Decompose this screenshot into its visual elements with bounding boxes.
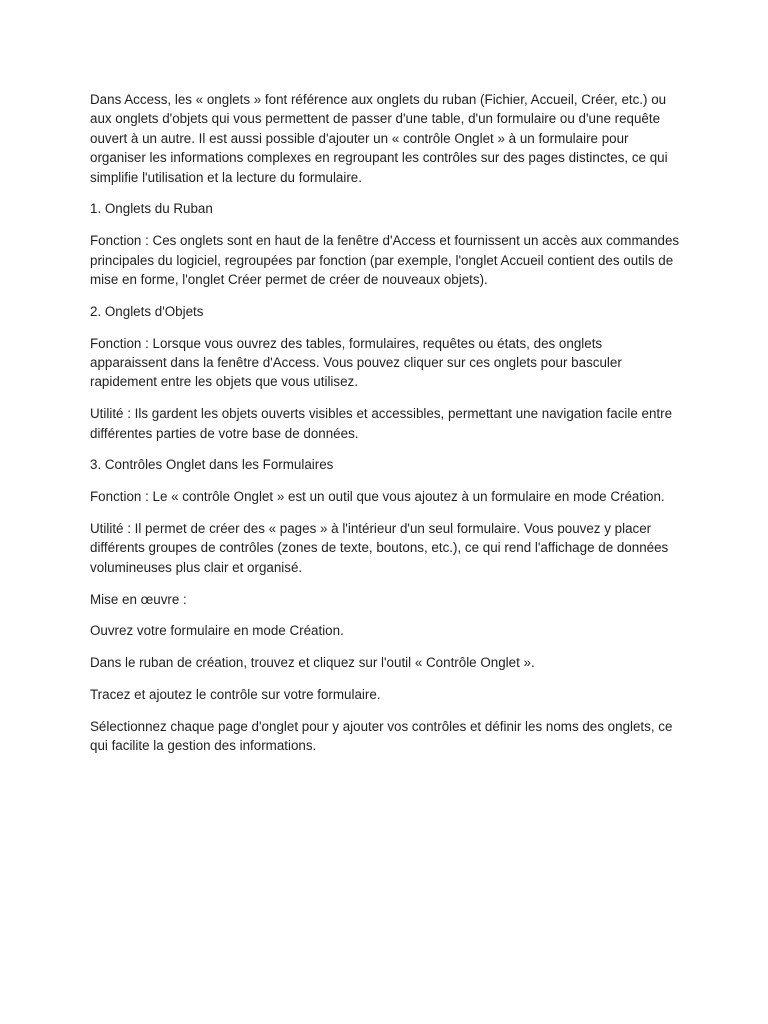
- object-tabs-utility-paragraph: Utilité : Ils gardent les objets ouverts visibles et accessibles, permettant une navigation facile entre différentes parties de votre base de données.: [90, 406, 673, 441]
- ribbon-tabs-function-paragraph: Fonction : Ces onglets sont en haut de la fenêtre d'Access et fournissent un accès aux commandes principales du logiciel, regroupées par fonction (par exemple, l'onglet Accueil contient des outils de mise en forme, l'onglet Créer permet de créer de nouveaux objets).: [90, 233, 680, 288]
- object-tabs-function-paragraph: Fonction : Lorsque vous ouvrez des tables, formulaires, requêtes ou états, des onglets apparaissent dans la fenêtre d'Access. Vous pouvez cliquer sur ces onglets pour basculer rapidement entre les objets que vous utilisez.: [90, 335, 622, 390]
- document-body: [90, 90, 680, 768]
- tab-controls-utility-paragraph: Utilité : Il permet de créer des « pages » à l'intérieur d'un seul formulaire. Vous pouvez y placer différents groupes de contrôles (zones de texte, boutons, etc.), ce qui rend l'affichage de données volumineuses plus clair et organisé.: [90, 521, 669, 575]
- section-heading-tab-controls: 3. Contrôles Onglet dans les Formulaires: [90, 457, 334, 473]
- implementation-heading: Mise en œuvre :: [90, 591, 187, 607]
- section-heading-object-tabs: 2. Onglets d'Objets: [90, 303, 204, 319]
- tab-controls-function-paragraph: Fonction : Le « contrôle Onglet » est un outil que vous ajoutez à un formulaire en mode Création.: [90, 489, 665, 505]
- implementation-step-2: Dans le ruban de création, trouvez et cliquez sur l'outil « Contrôle Onglet ».: [90, 655, 535, 671]
- implementation-step-3: Tracez et ajoutez le contrôle sur votre formulaire.: [90, 687, 381, 703]
- implementation-step-1: Ouvrez votre formulaire en mode Création.: [90, 623, 344, 639]
- section-heading-ribbon-tabs: 1. Onglets du Ruban: [90, 201, 213, 217]
- intro-paragraph: Dans Access, les « onglets » font référence aux onglets du ruban (Fichier, Accueil, Créer, etc.) ou aux onglets d'objets qui vous permettent de passer d'une table, d'un formulaire ou d'une requête ouvert à un autre. Il est aussi possible d'ajouter un « contrôle Onglet » à un formulaire pour organiser les informations complexes en regroupant les contrôles sur des pages distinctes, ce qui simplifie l'utilisation et la lecture du formulaire.: [90, 92, 668, 185]
- implementation-step-4: Sélectionnez chaque page d'onglet pour y ajouter vos contrôles et définir les noms des onglets, ce qui facilite la gestion des informations.: [90, 718, 673, 754]
